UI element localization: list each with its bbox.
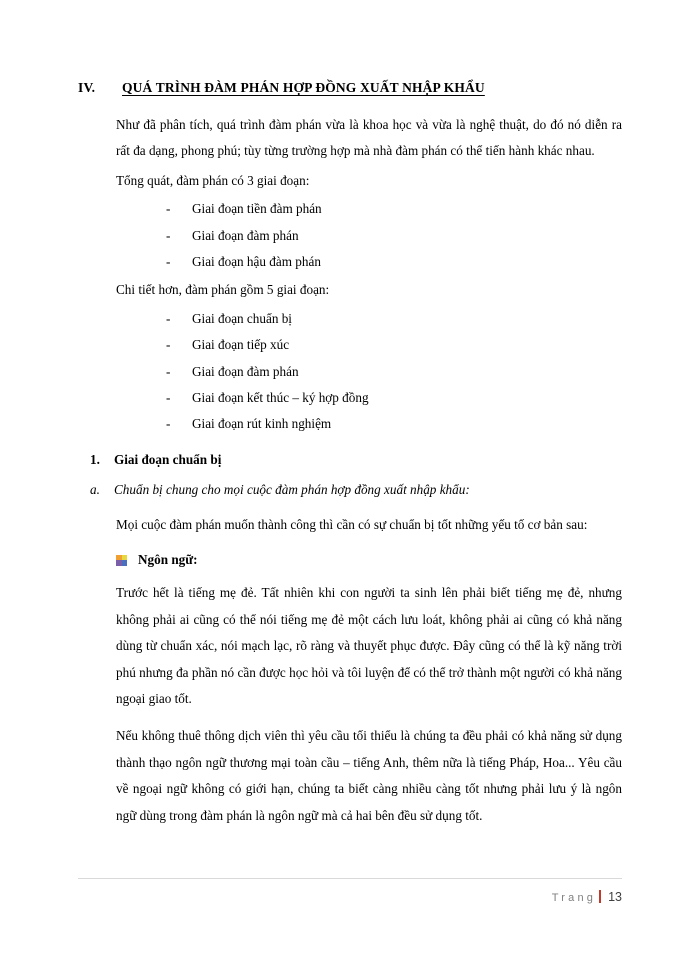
overview-stage-list [78, 196, 622, 275]
preparation-paragraph: Mọi cuộc đàm phán muốn thành công thì cần có sự chuẩn bị tốt những yếu tố cơ bản sau: [116, 516, 588, 532]
list-item [166, 385, 622, 411]
language-paragraph-1: Trước hết là tiếng mẹ đẻ. Tất nhiên khi con người ta sinh lên phải biết tiếng mẹ đẻ, nhưng không phải ai cũng có thể nói tiếng mẹ đẻ một cách lưu loát, không phải ai cũng có khả năng dùng từ chuẩn xác, nói mạch lạc, rõ ràng và thuyết phục được. Đây cũng có thể là kỹ năng trời phú nhưng đa phần nó cần được học hỏi và tôi luyện để có thể trở thành một người có khả năng ngoại giao tốt. [116, 585, 622, 706]
list-item [166, 223, 622, 249]
language-paragraph-2: Nếu không thuê thông dịch viên thì yêu cầu tối thiểu là chúng ta đều phải có khả năng sử dụng thành thạo ngôn ngữ thương mại toàn cầu – tiếng Anh, thêm nữa là tiếng Pháp, Hoa... Yêu cầu về ngoại ngữ không có giới hạn, chúng ta biết càng nhiều càng tốt nhưng phải lưu ý là ngôn ngữ dùng trong đàm phán là ngôn ngữ mà cả hai bên đều sử dụng tốt. [116, 728, 622, 823]
footer-label: Trang [551, 892, 597, 904]
dash-marker: - [166, 390, 171, 406]
intro-paragraph: Như đã phân tích, quá trình đàm phán vừa là khoa học và vừa là nghệ thuật, do đó nó diễn ra rất đa dạng, phong phú; tùy từng trường hợp mà nhà đàm phán có thể tiến hành khác nhau. [116, 117, 622, 159]
list-item-label: Giai đoạn tiếp xúc [192, 337, 290, 353]
list-item [166, 306, 622, 332]
detail-lead-text: Chi tiết hơn, đàm phán gồm 5 giai đoạn: [116, 282, 330, 298]
list-item [166, 249, 622, 275]
section-numeral: IV. [78, 80, 96, 95]
list-item-label: Giai đoạn đàm phán [192, 227, 299, 243]
subsection-number: 1. [90, 451, 100, 467]
dash-marker: - [166, 201, 171, 217]
list-item-label: Giai đoạn rút kinh nghiệm [192, 416, 332, 432]
subsection-heading-1 [78, 452, 622, 468]
page-number: 13 [608, 890, 622, 904]
language-heading [78, 552, 622, 568]
section-heading [78, 80, 622, 96]
subsection-letter: a. [90, 481, 100, 497]
list-item [166, 359, 622, 385]
footer-divider [78, 878, 622, 879]
page-footer [78, 878, 622, 904]
subsection-title: Giai đoạn chuẩn bị [114, 451, 222, 467]
list-item [166, 332, 622, 358]
overview-lead-text: Tổng quát, đàm phán có 3 giai đoạn: [116, 172, 310, 188]
dash-marker: - [166, 363, 171, 379]
list-item-label: Giai đoạn hậu đàm phán [192, 254, 321, 270]
footer-separator-bar [599, 890, 601, 903]
list-item-label: Giai đoạn tiền đàm phán [192, 201, 322, 217]
list-item-label: Giai đoạn chuẩn bị [192, 310, 292, 326]
list-item [166, 411, 622, 437]
language-heading-label: Ngôn ngữ: [138, 552, 198, 568]
four-square-bullet-icon [116, 555, 127, 566]
footer-page-indicator [78, 888, 622, 904]
dash-marker: - [166, 254, 171, 270]
list-item-label: Giai đoạn kết thúc – ký hợp đồng [192, 390, 369, 406]
dash-marker: - [166, 227, 171, 243]
section-title: QUÁ TRÌNH ĐÀM PHÁN HỢP ĐỒNG XUẤT NHẬP KHẨU [122, 80, 485, 95]
subsection-heading-a [78, 482, 622, 498]
list-item-label: Giai đoạn đàm phán [192, 363, 299, 379]
page-content [78, 80, 622, 832]
subsection-title: Chuẩn bị chung cho mọi cuộc đàm phán hợp đồng xuất nhập khẩu: [114, 481, 470, 497]
dash-marker: - [166, 416, 171, 432]
dash-marker: - [166, 337, 171, 353]
list-item [166, 196, 622, 222]
dash-marker: - [166, 310, 171, 326]
detail-stage-list [78, 306, 622, 438]
